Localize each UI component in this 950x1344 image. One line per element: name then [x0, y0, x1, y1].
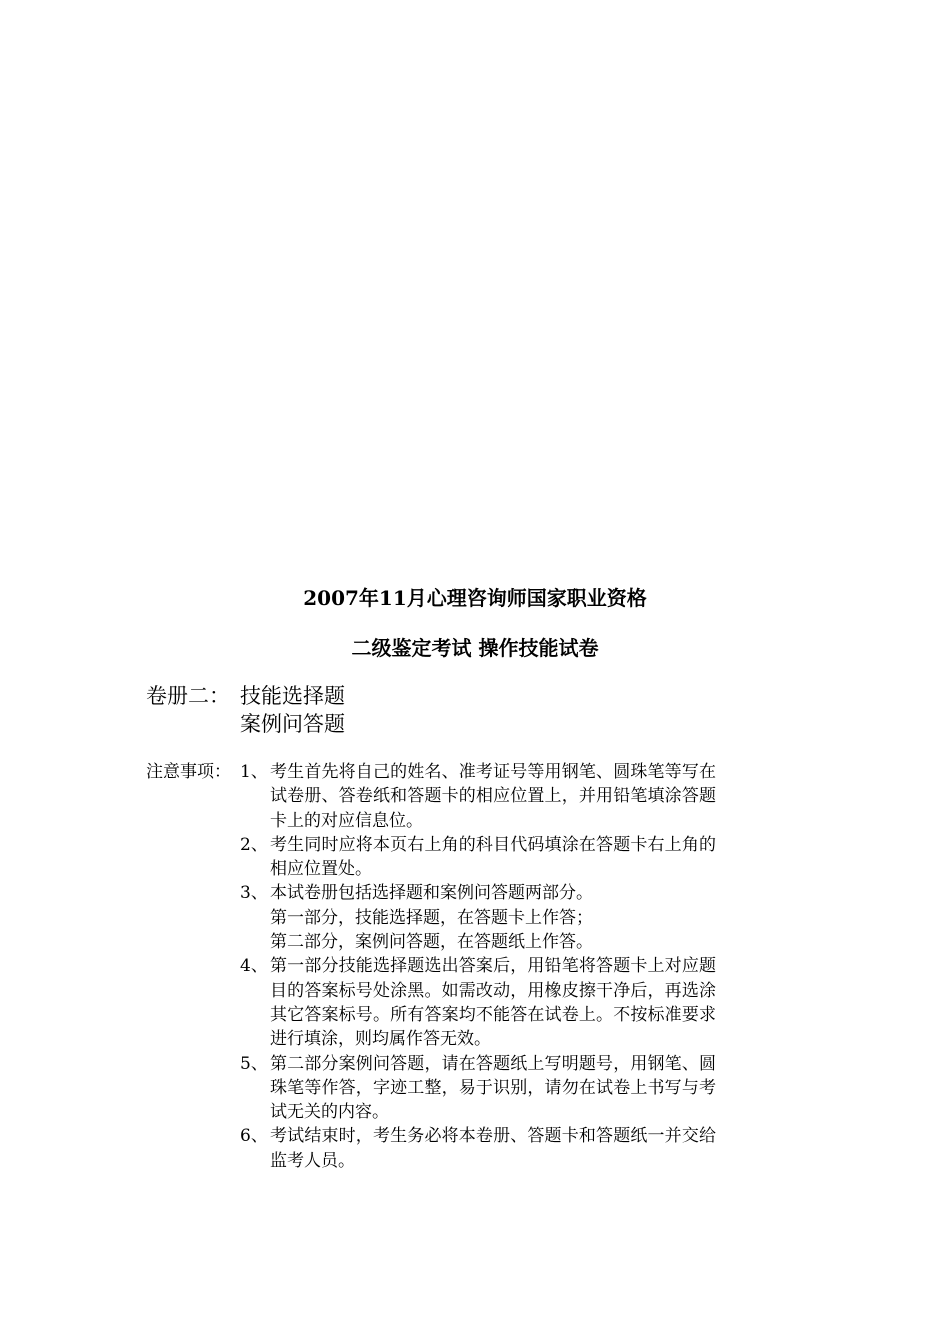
note-text: 考生同时应将本页右上角的科目代码填涂在答题卡右上角的相应位置处。 [270, 834, 716, 880]
note-number: 4、 [240, 956, 268, 977]
note-number: 3、 [240, 883, 268, 904]
note-text: 本试卷册包括选择题和案例问答题两部分。 [270, 883, 593, 904]
note-text: 第二部分案例问答题，请在答题纸上写明题号，用钢笔、圆珠笔等作答，字迹工整，易于识别，请勿在试卷上书写与考试无关的内容。 [270, 1053, 716, 1123]
note-item-6 [240, 1124, 716, 1173]
note-number: 1、 [240, 762, 268, 782]
note-item-5 [240, 1052, 716, 1125]
note-text: 第一部分技能选择题选出答案后，用铅笔将答题卡上对应题目的答案标号处涂黑。如需改动，用橡皮擦干净后，再选涂其它答案标号。所有答案均不能答在试卷上。不按标准要求进行填涂，则均属作答无效。 [270, 956, 716, 1050]
note-item-4 [240, 954, 716, 1051]
volume-section [146, 682, 345, 738]
note-number: 2、 [240, 834, 268, 855]
note-item-2 [240, 833, 716, 882]
note-subline-part-two: 第二部分，案例问答题，在答题纸上作答。 [270, 932, 593, 953]
note-item-3 [240, 881, 716, 954]
volume-item-skill-choice: 技能选择题 [240, 684, 345, 708]
exam-title-line-1: 2007年11月心理咨询师国家职业资格 [303, 586, 647, 610]
note-number: 6、 [240, 1126, 268, 1147]
note-item-1 [240, 760, 716, 833]
note-number: 5、 [240, 1053, 268, 1074]
note-subline-part-one: 第一部分，技能选择题，在答题卡上作答； [270, 907, 593, 928]
note-text: 考生首先将自己的姓名、准考证号等用钢笔、圆珠笔等写在试卷册、答卷纸和答题卡的相应位置上，并用铅笔填涂答题卡上的对应信息位。 [270, 762, 716, 831]
note-text: 考试结束时，考生务必将本卷册、答题卡和答题纸一并交给监考人员。 [270, 1126, 716, 1171]
exam-title-line-2: 二级鉴定考试 操作技能试卷 [351, 636, 599, 660]
volume-item-case-qa: 案例问答题 [240, 712, 345, 736]
notes-list [240, 760, 716, 1173]
volume-label: 卷册二： [146, 684, 230, 708]
notes-label: 注意事项： [146, 762, 231, 782]
